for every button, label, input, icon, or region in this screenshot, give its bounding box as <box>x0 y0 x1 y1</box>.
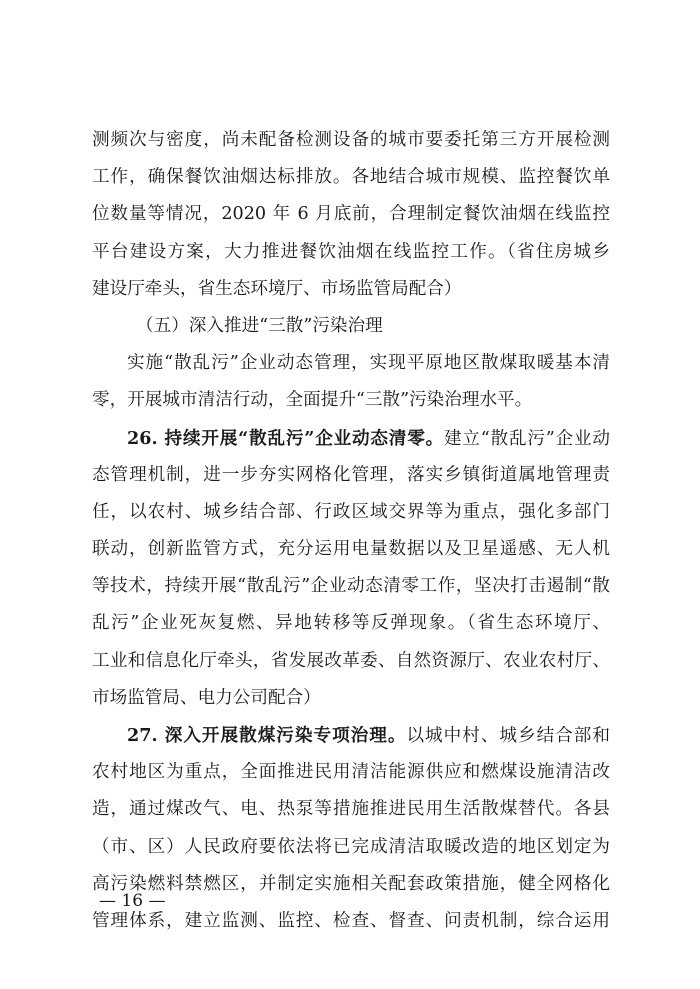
page-number: — 16 — <box>99 891 166 911</box>
text-line: 农村地区为重点，全面推进民用清洁能源供应和燃煤设施清洁改 <box>92 762 610 783</box>
text-line: 造，通过煤改气、电、热泵等措施推进民用生活散煤替代。各县 <box>92 799 610 820</box>
document-body <box>92 122 610 940</box>
item-27-title: 27. 深入开展散煤污染专项治理。 <box>127 725 407 746</box>
text-line: 测频次与密度，尚未配备检测设备的城市要委托第三方开展检测 <box>92 130 610 150</box>
text-line: 平台建设方案，大力推进餐饮油烟在线监控工作。（省住房城乡 <box>92 241 610 262</box>
text-line: 高污染燃料禁燃区，并制定实施相关配套政策措施，健全网格化 <box>92 873 610 894</box>
text-line: 建设厅牵头，省生态环境厅、市场监管局配合） <box>92 278 462 299</box>
text-line: 等技术，持续开展“散乱污”企业动态清零工作，坚决打击遏制“散 <box>92 576 610 597</box>
text-line: 联动，创新监管方式，充分运用电量数据以及卫星遥感、无人机 <box>92 539 610 560</box>
text-line: 工作，确保餐饮油烟达标排放。各地结合城市规模、监控餐饮单 <box>92 167 610 188</box>
text-segment: 建立“散乱污”企业动 <box>444 428 610 449</box>
item-27-first-line <box>92 717 610 754</box>
text-line: 乱污”企业死灰复燃、异地转移等反弹现象。（省生态环境厅、 <box>92 613 610 634</box>
text-segment: 以城中村、城乡结合部和 <box>406 726 610 746</box>
text-line: 零，开展城市清洁行动，全面提升“三散”污染治理水平。 <box>92 390 533 411</box>
text-line: 实施“散乱污”企业动态管理，实现平原地区散煤取暖基本清 <box>127 353 610 374</box>
text-line: 态管理机制，进一步夯实网格化管理，落实乡镇街道属地管理责 <box>92 464 610 485</box>
section-heading: （五）深入推进“三散”污染治理 <box>136 315 383 336</box>
item-26-first-line <box>92 420 610 457</box>
text-line: 工业和信息化厅牵头，省发展改革委、自然资源厅、农业农村厅、 <box>92 650 610 671</box>
text-line: 任，以农村、城乡结合部、行政区域交界等为重点，强化多部门 <box>92 501 610 522</box>
text-line: 管理体系，建立监测、监控、检查、督查、问责机制，综合运用 <box>92 910 610 931</box>
item-26-title: 26. 持续开展“散乱污”企业动态清零。 <box>127 427 444 449</box>
text-line: （市、区）人民政府要依法将已完成清洁取暖改造的地区划定为 <box>92 836 610 857</box>
text-line: 位数量等情况，2020 年 6 月底前，合理制定餐饮油烟在线监控 <box>92 204 610 225</box>
text-line: 市场监管局、电力公司配合） <box>92 687 321 708</box>
